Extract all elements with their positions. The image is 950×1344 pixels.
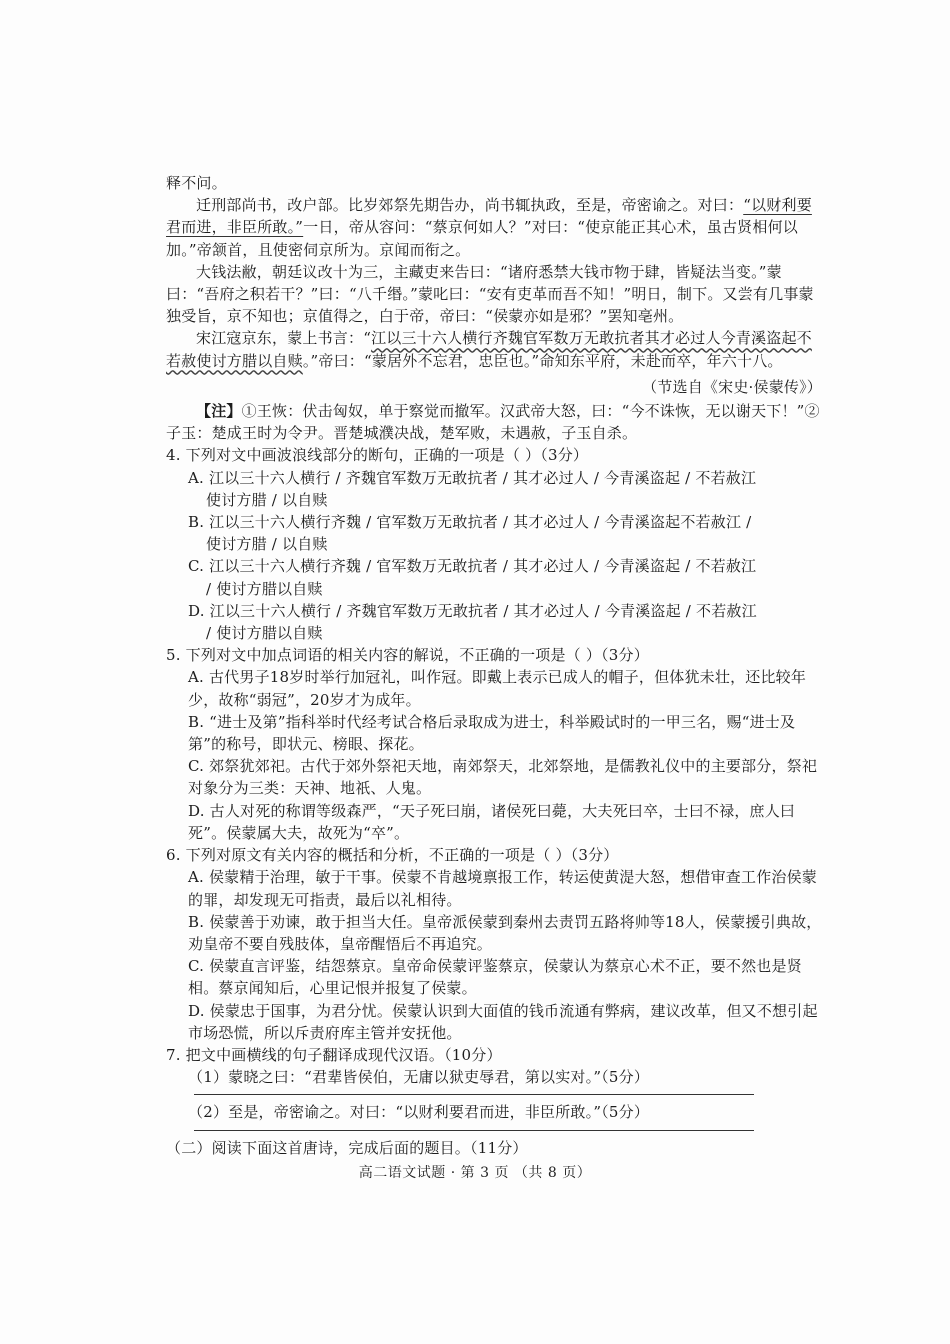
section-2-heading: （二）阅读下面这首唐诗，完成后面的题目。（11分） xyxy=(166,1138,528,1157)
option-label: A. xyxy=(188,668,205,687)
note-text: ①王恢：伏击匈奴，单于察觉而撤军。汉武帝大怒，曰：“今不诛恢，无以谢天下！”②子玉：楚成王时为令尹。晋楚城濮决战，楚军败，未遇赦，子玉自杀。 xyxy=(166,402,820,443)
option-line-1: 江以三十六人横行 / 齐魏官军数万无敢抗者 / 其才必过人 / 今青溪盗起 / 不若赦江 xyxy=(208,468,757,487)
passage-paragraph-3 xyxy=(166,327,822,371)
option-label: C. xyxy=(188,957,205,976)
question-4-stem: 4. 下列对文中画波浪线部分的断句，正确的一项是（ ）（3分） xyxy=(166,446,589,465)
option-text: 古代男子18岁时举行加冠礼，叫作冠。即戴上表示已成人的帽子，但体犹未壮，还比较年少，故称“弱冠”，20岁才为成年。 xyxy=(188,668,807,709)
option-line-1: 江以三十六人横行齐魏 / 官军数万无敢抗者 / 其才必过人 / 今青溪盗起不若赦江 / xyxy=(209,513,752,532)
passage-paragraph-1 xyxy=(166,194,822,261)
question-5-option-a[interactable] xyxy=(166,666,822,710)
option-label: B. xyxy=(188,513,205,532)
option-text: 侯蒙善于劝谏，敢于担当大任。皇帝派侯蒙到秦州去责罚五路将帅等18人，侯蒙援引典故，劝皇帝不要自残肢体，皇帝醒悟后不再追究。 xyxy=(188,912,822,953)
question-4-option-d[interactable] xyxy=(166,600,822,644)
note xyxy=(166,400,822,444)
passage-line-0: 释不问。 xyxy=(166,174,227,192)
option-line-2: / 使讨方腊以自赎 xyxy=(206,624,323,643)
answer-line-1[interactable] xyxy=(194,1094,754,1095)
question-5-option-c[interactable] xyxy=(166,755,822,799)
option-text: 侯蒙忠于国事，为君分忧。侯蒙认识到大面值的钱币流通有弊病，建议改革，但又不想引起市场恐慌，所以斥责府库主管并安抚他。 xyxy=(188,1001,818,1042)
option-label: D. xyxy=(188,601,205,620)
note-label: 【注】 xyxy=(196,402,242,421)
option-label: C. xyxy=(188,557,205,576)
option-label: B. xyxy=(188,712,205,731)
question-7-sub-1: （1）蒙晓之曰：“君辈皆侯伯，无庸以狱吏辱君，第以实对。”（5分） xyxy=(188,1068,650,1087)
option-line-2: 使讨方腊 / 以自赎 xyxy=(206,535,328,554)
question-6-stem: 6. 下列对原文有关内容的概括和分析，不正确的一项是（ ）（3分） xyxy=(166,846,619,865)
option-text: 郊祭犹郊祀。古代于郊外祭祀天地，南郊祭天，北郊祭地，是儒教礼仪中的主要部分，祭祀对象分为三类：天神、地祇、人鬼。 xyxy=(188,757,818,798)
question-6-option-a[interactable] xyxy=(166,866,822,910)
question-7-stem: 7. 把文中画横线的句子翻译成现代汉语。（10分） xyxy=(166,1045,502,1064)
option-text: 侯蒙直言评鉴，结怨蔡京。皇帝命侯蒙评鉴蔡京，侯蒙认为蔡京心术不正，要不然也是贤相。蔡京闻知后，心里记恨并报复了侯蒙。 xyxy=(188,957,802,998)
option-text: “进士及第”指科举时代经考试合格后录取成为进士，科举殿试时的一甲三名，赐“进士及第”的称号，即状元、榜眼、探花。 xyxy=(188,712,796,754)
option-text: 古人对死的称谓等级森严，“天子死曰崩，诸侯死曰薨，大夫死曰卒，士曰不禄，庶人曰死”。侯蒙属大夫，故死为“卒”。 xyxy=(188,801,796,842)
option-label: A. xyxy=(188,868,205,887)
option-line-2: 使讨方腊 / 以自赎 xyxy=(206,490,328,509)
passage-p3-part1: 宋江寇京东，蒙上书言：“ xyxy=(196,329,372,348)
underlined-sentence: “以财利要君而进，非臣所敢。” xyxy=(166,196,812,237)
question-5-option-b[interactable] xyxy=(166,711,822,755)
option-label: D. xyxy=(188,1001,205,1020)
passage-source: （节选自《宋史·侯蒙传》） xyxy=(642,377,822,396)
option-label: B. xyxy=(188,912,205,931)
passage-p1-part2: 一日，帝从容问：“蔡京何如人？”对曰：“使京能正其心术，虽古贤相何以加。”帝颔首，且使密伺京所为。京闻而衔之。 xyxy=(166,218,798,259)
option-label: A. xyxy=(188,468,205,487)
question-6-option-c[interactable] xyxy=(166,955,822,999)
question-4-option-c[interactable] xyxy=(166,555,822,599)
answer-line-2[interactable] xyxy=(194,1130,754,1131)
question-6-option-b[interactable] xyxy=(166,911,822,955)
question-4-option-a[interactable] xyxy=(166,467,822,511)
option-line-1: 江以三十六人横行齐魏 / 官军数万无敢抗者 / 其才必过人 / 今青溪盗起 / 不若赦江 xyxy=(209,557,757,576)
question-4-option-b[interactable] xyxy=(166,511,822,555)
passage-paragraph-2: 大钱法敝，朝廷议改十为三，主藏吏来告曰：“诸府悉禁大钱市物于肆，皆疑法当变。”蒙曰：“吾府之积若干？”曰：“八千缗。”蒙叱曰：“安有吏革而吾不知！”明日，制下。又尝有几事蒙独受旨，京不知也；京值得之，白于帝，帝曰：“侯蒙亦如是邪？”罢知亳州。 xyxy=(166,262,814,326)
question-7-sub-2: （2）至是，帝密谕之。对曰：“以财利要君而进，非臣所敢。”（5分） xyxy=(188,1103,650,1122)
page-content xyxy=(166,172,822,1159)
option-line-2: / 使讨方腊以自赎 xyxy=(206,579,323,598)
option-line-1: 江以三十六人横行 / 齐魏官军数万无敢抗者 / 其才必过人 / 今青溪盗起 / 不若赦江 xyxy=(209,601,757,620)
wavy-underlined-sentence: 江以三十六人横行齐魏官军数万无敢抗者其才必过人今青溪盗起不若赦使讨方腊以自赎 xyxy=(166,329,812,370)
option-label: C. xyxy=(188,757,205,776)
question-5-option-d[interactable] xyxy=(166,800,822,844)
passage-p1-part1: 迁刑部尚书，改户部。比岁郊祭先期告办，尚书辄执政，至是，帝密谕之。对曰： xyxy=(196,196,744,215)
option-label: D. xyxy=(188,801,205,820)
page-footer: 高二语文试题 · 第 3 页 （共 8 页） xyxy=(358,1165,592,1181)
option-text: 侯蒙精于治理，敏于干事。侯蒙不肯越境禀报工作，转运使黄湜大怒，想借审查工作治侯蒙的罪，却发现无可指责，最后以礼相待。 xyxy=(188,868,817,909)
question-5-stem: 5. 下列对文中加点词语的相关内容的解说，不正确的一项是（ ）（3分） xyxy=(166,646,649,665)
passage-p3-part2: 。”帝曰：“蒙居外不忘君，忠臣也。”命知东平府，未赴而卒，年六十八。 xyxy=(302,351,783,370)
question-6-option-d[interactable] xyxy=(166,1000,822,1044)
